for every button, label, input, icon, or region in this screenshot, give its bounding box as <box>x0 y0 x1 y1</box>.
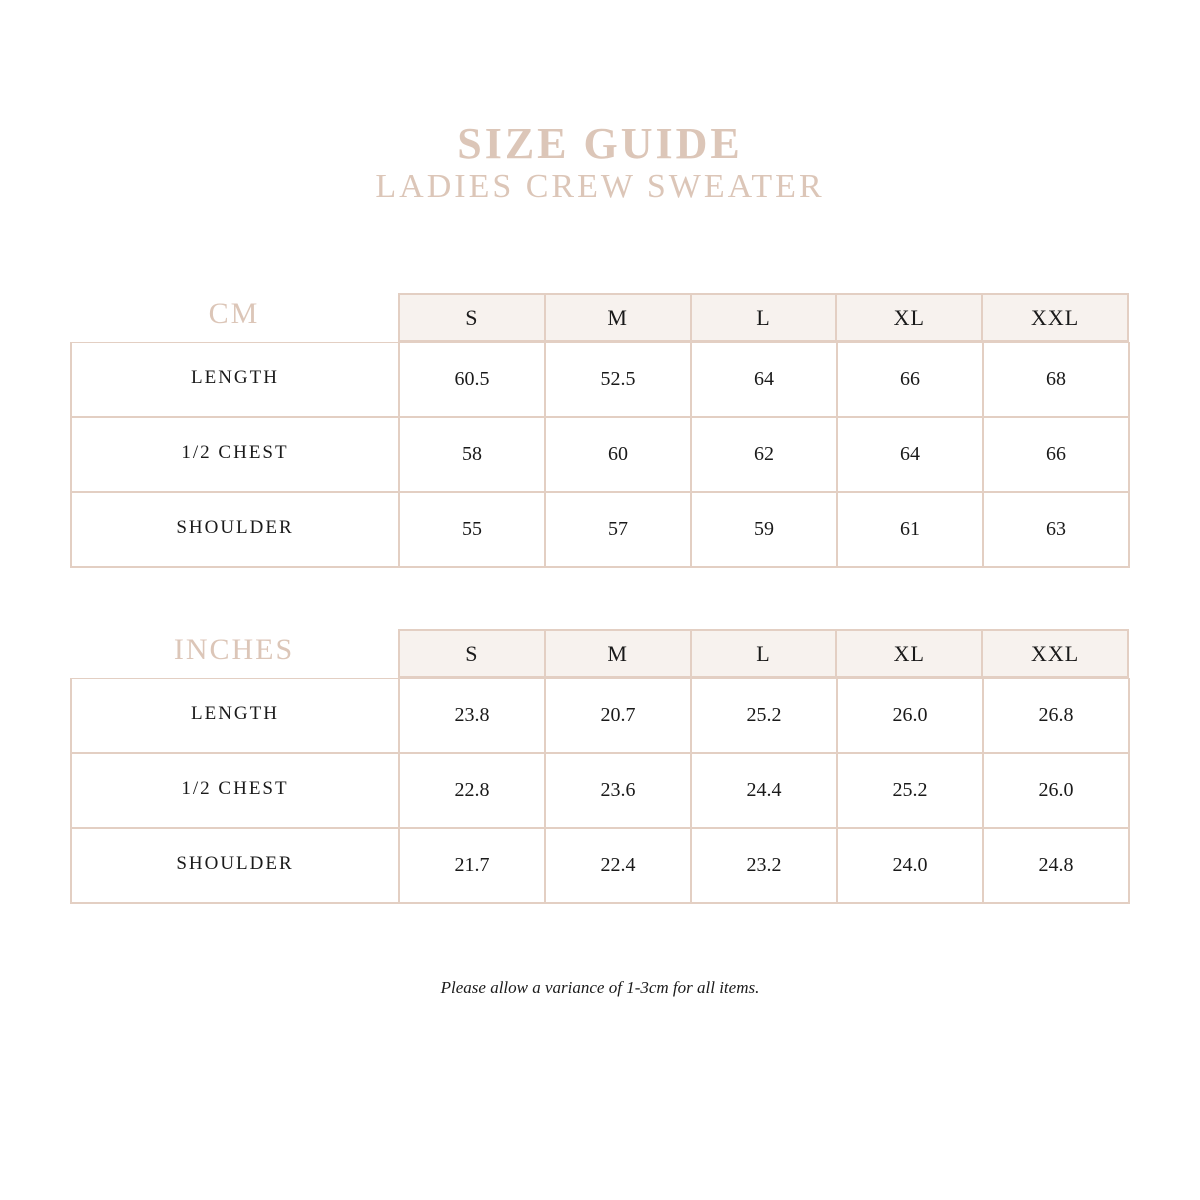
variance-note: Please allow a variance of 1-3cm for all items. <box>440 978 760 997</box>
table-row <box>72 343 1128 418</box>
size-header-xxl: XXL <box>1030 304 1080 330</box>
table-cell: 59 <box>692 493 838 566</box>
table-cell: 52.5 <box>546 343 692 416</box>
table-cell: 23.2 <box>692 829 838 902</box>
page-subtitle: LADIES CREW SWEATER <box>375 168 825 205</box>
row-label-shoulder: SHOULDER <box>72 829 400 902</box>
size-header-xxl: XXL <box>1030 640 1080 666</box>
table-cell: 26.8 <box>1038 704 1074 726</box>
table-cell: 22.8 <box>400 754 546 827</box>
table-cell: 57 <box>546 493 692 566</box>
table-cell: 64 <box>692 343 838 416</box>
table-cell: 55 <box>400 493 546 566</box>
size-header-l: L <box>692 295 838 340</box>
size-header-s: S <box>400 295 546 340</box>
table-cell: 26.0 <box>1038 779 1074 801</box>
size-header-s: S <box>400 631 546 676</box>
table-cell: 20.7 <box>546 679 692 752</box>
table-cell: 60 <box>546 418 692 491</box>
table-row <box>72 829 1128 902</box>
size-header-row <box>398 629 1129 678</box>
size-header-xl: XL <box>837 295 983 340</box>
size-header-xl: XL <box>837 631 983 676</box>
table-cell: 21.7 <box>400 829 546 902</box>
table-cell: 68 <box>1046 368 1066 390</box>
table-cell: 24.0 <box>838 829 984 902</box>
row-label-chest: 1/2 CHEST <box>72 418 400 491</box>
row-label-length: LENGTH <box>72 343 400 416</box>
table-cell: 23.8 <box>400 679 546 752</box>
size-header-m: M <box>546 631 692 676</box>
table-row <box>72 679 1128 754</box>
table-cell: 63 <box>1046 518 1066 540</box>
table-row <box>72 493 1128 566</box>
size-header-l: L <box>692 631 838 676</box>
table-cell: 23.6 <box>546 754 692 827</box>
table-cell: 25.2 <box>838 754 984 827</box>
table-row <box>72 418 1128 493</box>
unit-label-cm: CM <box>208 297 260 330</box>
page-title: SIZE GUIDE <box>457 119 743 168</box>
measurement-grid <box>70 678 1130 904</box>
table-cell: 61 <box>838 493 984 566</box>
unit-label-inches: INCHES <box>173 633 295 666</box>
table-cell: 62 <box>692 418 838 491</box>
table-cell: 66 <box>838 343 984 416</box>
table-cell: 64 <box>838 418 984 491</box>
size-header-row <box>398 293 1129 342</box>
measurement-grid <box>70 342 1130 568</box>
table-cell: 66 <box>1046 443 1066 465</box>
size-header-m: M <box>546 295 692 340</box>
table-cell: 24.4 <box>692 754 838 827</box>
row-label-chest: 1/2 CHEST <box>72 754 400 827</box>
row-label-shoulder: SHOULDER <box>72 493 400 566</box>
table-cell: 22.4 <box>546 829 692 902</box>
table-cell: 24.8 <box>1038 854 1074 876</box>
table-row <box>72 754 1128 829</box>
table-cell: 58 <box>400 418 546 491</box>
table-cell: 26.0 <box>838 679 984 752</box>
table-cell: 60.5 <box>400 343 546 416</box>
table-cell: 25.2 <box>692 679 838 752</box>
row-label-length: LENGTH <box>72 679 400 752</box>
